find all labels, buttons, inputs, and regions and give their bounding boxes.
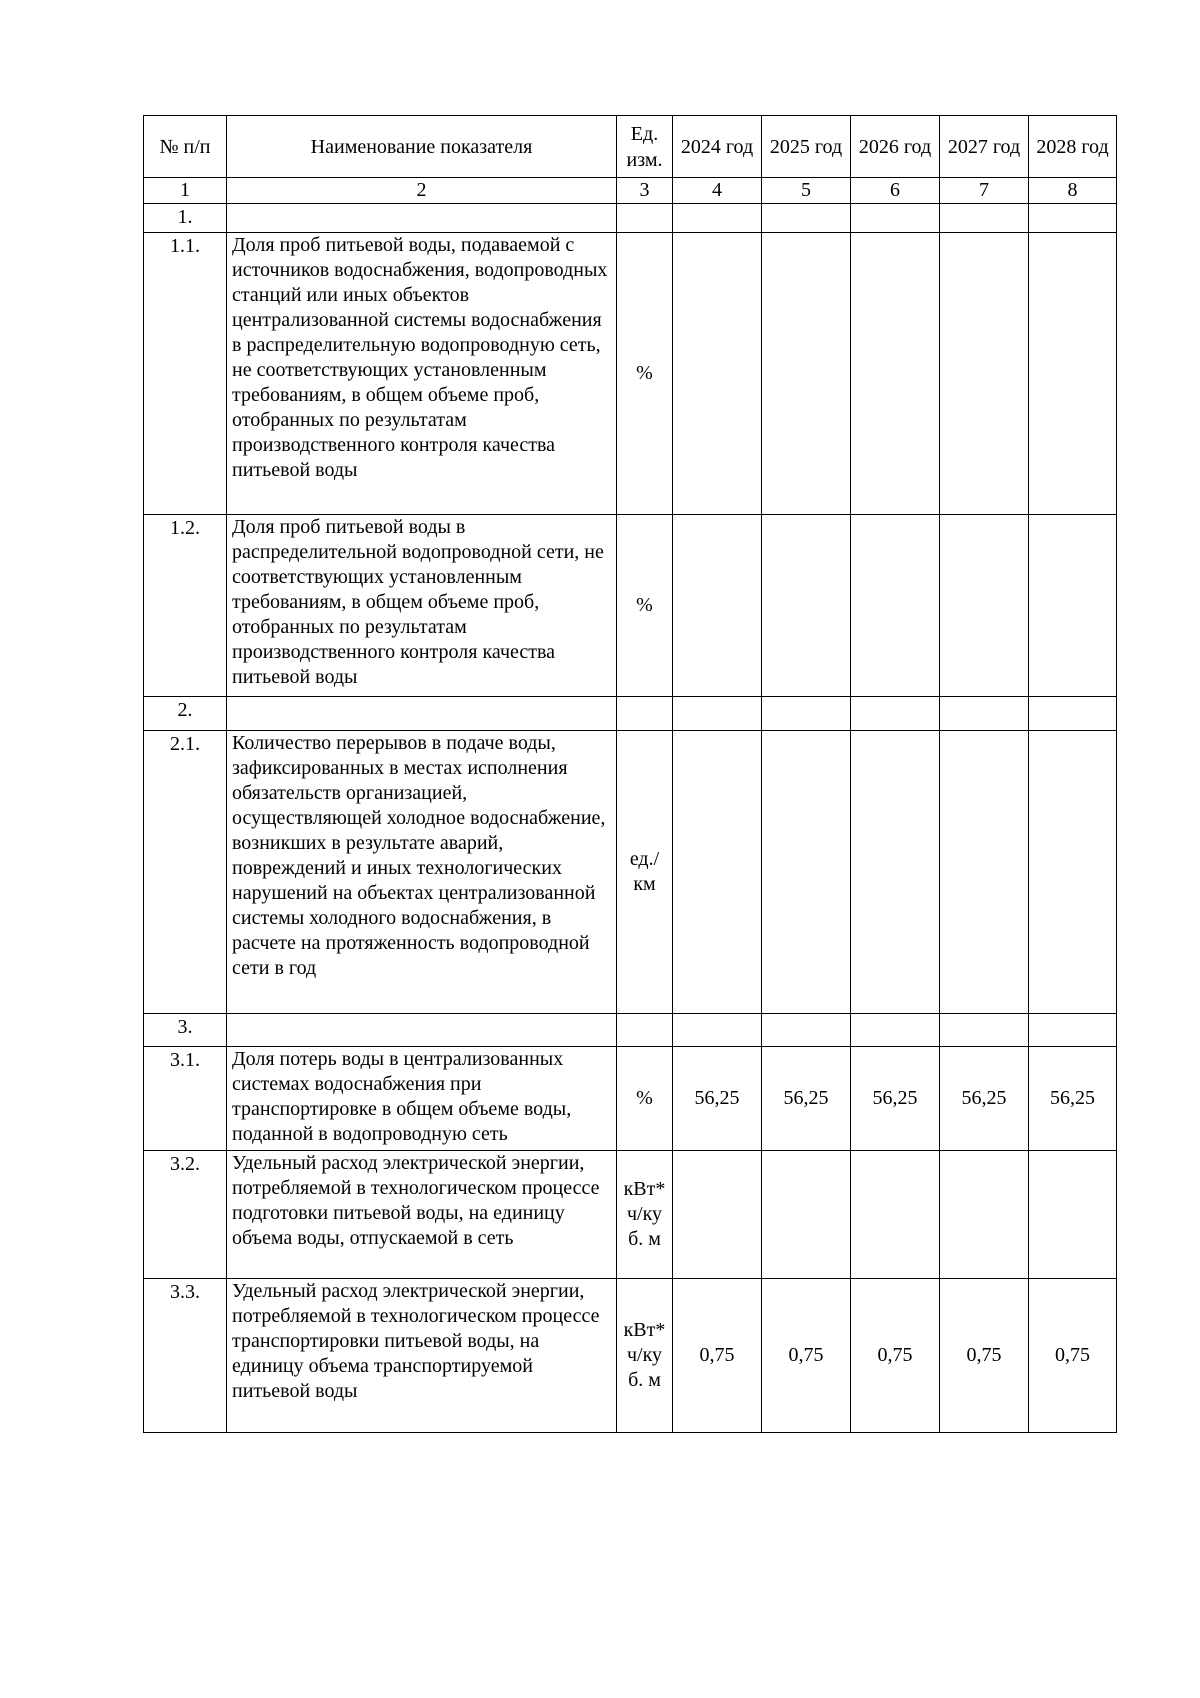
row-value: 56,25 bbox=[851, 1047, 940, 1151]
row-value bbox=[851, 515, 940, 697]
row-name: Доля потерь воды в централизованных системах водоснабжения при транспортировке в общем объеме воды, поданной в водопроводную сеть bbox=[227, 1047, 617, 1151]
header-unit: Ед. изм. bbox=[617, 116, 673, 178]
indicators-table bbox=[143, 115, 1117, 1433]
row-value bbox=[762, 697, 851, 731]
row-value: 0,75 bbox=[673, 1279, 762, 1433]
column-index: 4 bbox=[673, 178, 762, 204]
row-num: 3.3. bbox=[144, 1279, 227, 1433]
row-name: Доля проб питьевой воды в распределительной водопроводной сети, не соответствующих установленным требованиям, в общем объеме проб, отобранных по результатам производственного контроля качества питьевой воды bbox=[227, 515, 617, 697]
row-value: 56,25 bbox=[762, 1047, 851, 1151]
table-row bbox=[144, 731, 1117, 1014]
row-value: 56,25 bbox=[1029, 1047, 1117, 1151]
row-value bbox=[940, 1014, 1029, 1047]
row-name: Количество перерывов в подаче воды, зафиксированных в местах исполнения обязательств организацией, осуществляющей холодное водоснабжение, возникших в результате аварий, повреждений и иных технологических нарушений на объектах централизованной системы холодного водоснабжения, в расчете на протяженность водопроводной сети в год bbox=[227, 731, 617, 1014]
row-unit bbox=[617, 204, 673, 233]
column-index: 6 bbox=[851, 178, 940, 204]
table-row bbox=[144, 233, 1117, 515]
header-year-2028: 2028 год bbox=[1029, 116, 1117, 178]
row-unit bbox=[617, 1014, 673, 1047]
row-num: 3.1. bbox=[144, 1047, 227, 1151]
header-year-2025: 2025 год bbox=[762, 116, 851, 178]
row-value bbox=[673, 731, 762, 1014]
table-row bbox=[144, 515, 1117, 697]
row-unit: % bbox=[617, 1047, 673, 1151]
row-num: 1.1. bbox=[144, 233, 227, 515]
row-value bbox=[1029, 731, 1117, 1014]
row-value bbox=[673, 233, 762, 515]
table-header-row bbox=[144, 116, 1117, 178]
row-value bbox=[673, 697, 762, 731]
column-index: 2 bbox=[227, 178, 617, 204]
row-value bbox=[940, 233, 1029, 515]
table-row bbox=[144, 1014, 1117, 1047]
row-value: 56,25 bbox=[673, 1047, 762, 1151]
row-value bbox=[940, 697, 1029, 731]
row-value bbox=[940, 731, 1029, 1014]
row-value bbox=[673, 1151, 762, 1279]
row-name: Удельный расход электрической энергии, потребляемой в технологическом процессе подготовки питьевой воды, на единицу объема воды, отпускаемой в сеть bbox=[227, 1151, 617, 1279]
table-row bbox=[144, 1047, 1117, 1151]
table-row bbox=[144, 697, 1117, 731]
row-value bbox=[851, 204, 940, 233]
column-index: 5 bbox=[762, 178, 851, 204]
table-row bbox=[144, 204, 1117, 233]
row-value: 0,75 bbox=[940, 1279, 1029, 1433]
header-num: № п/п bbox=[144, 116, 227, 178]
row-name bbox=[227, 697, 617, 731]
row-unit: кВт* ч/ку б. м bbox=[617, 1279, 673, 1433]
row-name: Удельный расход электрической энергии, потребляемой в технологическом процессе транспортировки питьевой воды, на единицу объема транспортируемой питьевой воды bbox=[227, 1279, 617, 1433]
row-value bbox=[851, 731, 940, 1014]
header-year-2024: 2024 год bbox=[673, 116, 762, 178]
row-num: 3. bbox=[144, 1014, 227, 1047]
row-value bbox=[851, 1151, 940, 1279]
header-name: Наименование показателя bbox=[227, 116, 617, 178]
row-num: 2. bbox=[144, 697, 227, 731]
row-unit: % bbox=[617, 515, 673, 697]
row-unit: ед./ км bbox=[617, 731, 673, 1014]
row-value bbox=[1029, 515, 1117, 697]
row-value bbox=[762, 204, 851, 233]
row-value bbox=[762, 233, 851, 515]
row-value bbox=[940, 1151, 1029, 1279]
column-index-row bbox=[144, 178, 1117, 204]
row-name bbox=[227, 204, 617, 233]
row-value: 0,75 bbox=[1029, 1279, 1117, 1433]
row-value: 56,25 bbox=[940, 1047, 1029, 1151]
row-name bbox=[227, 1014, 617, 1047]
row-unit bbox=[617, 697, 673, 731]
row-num: 1.2. bbox=[144, 515, 227, 697]
row-unit: кВт* ч/ку б. м bbox=[617, 1151, 673, 1279]
row-unit: % bbox=[617, 233, 673, 515]
row-value bbox=[1029, 233, 1117, 515]
row-name: Доля проб питьевой воды, подаваемой с источников водоснабжения, водопроводных станций или иных объектов централизованной системы водоснабжения в распределительную водопроводную сеть, не соответствующих установленным требованиям, в общем объеме проб, отобранных по результатам производственного контроля качества питьевой воды bbox=[227, 233, 617, 515]
row-value bbox=[762, 515, 851, 697]
column-index: 8 bbox=[1029, 178, 1117, 204]
column-index: 1 bbox=[144, 178, 227, 204]
row-value bbox=[673, 515, 762, 697]
row-value bbox=[673, 204, 762, 233]
header-year-2027: 2027 год bbox=[940, 116, 1029, 178]
row-value: 0,75 bbox=[762, 1279, 851, 1433]
table-row bbox=[144, 1279, 1117, 1433]
column-index: 3 bbox=[617, 178, 673, 204]
row-value bbox=[940, 204, 1029, 233]
column-index: 7 bbox=[940, 178, 1029, 204]
row-value bbox=[1029, 697, 1117, 731]
row-value bbox=[940, 515, 1029, 697]
row-value bbox=[762, 1014, 851, 1047]
row-num: 3.2. bbox=[144, 1151, 227, 1279]
row-value bbox=[762, 731, 851, 1014]
row-value bbox=[762, 1151, 851, 1279]
row-num: 1. bbox=[144, 204, 227, 233]
table-row bbox=[144, 1151, 1117, 1279]
row-value bbox=[1029, 1014, 1117, 1047]
row-value bbox=[1029, 204, 1117, 233]
row-value bbox=[851, 1014, 940, 1047]
row-value bbox=[673, 1014, 762, 1047]
header-year-2026: 2026 год bbox=[851, 116, 940, 178]
row-num: 2.1. bbox=[144, 731, 227, 1014]
row-value bbox=[851, 233, 940, 515]
row-value bbox=[851, 697, 940, 731]
row-value: 0,75 bbox=[851, 1279, 940, 1433]
row-value bbox=[1029, 1151, 1117, 1279]
